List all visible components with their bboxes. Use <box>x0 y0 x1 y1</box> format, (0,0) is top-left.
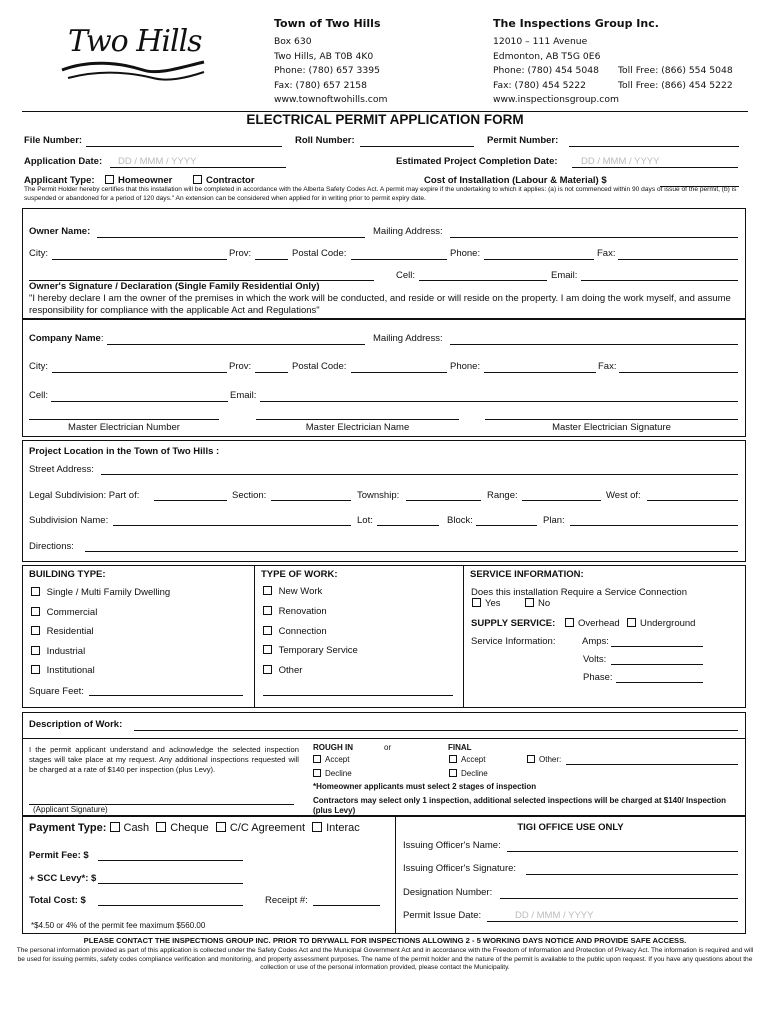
owner-prov-field[interactable] <box>255 259 288 260</box>
phase-label: Phase: <box>583 672 613 683</box>
cash-checkbox[interactable] <box>110 822 120 832</box>
description-field[interactable] <box>134 730 738 731</box>
building-option-commercial[interactable] <box>31 607 97 619</box>
designation-label: Designation Number: <box>403 887 493 898</box>
cc-agreement-checkbox[interactable] <box>216 822 226 832</box>
town-name: Town of Two Hills <box>274 17 381 30</box>
square-feet-field[interactable] <box>89 695 243 696</box>
rough-accept-label: Accept <box>325 755 350 764</box>
company-phone-field[interactable] <box>484 372 596 373</box>
underground-label: Underground <box>640 618 696 629</box>
final-accept-label: Accept <box>461 755 486 764</box>
owner-fax-label: Fax: <box>597 248 616 259</box>
owner-mailing-field[interactable] <box>450 237 738 238</box>
institutional-label: Institutional <box>46 665 95 676</box>
owner-cell-field[interactable] <box>419 280 547 281</box>
est-completion-field[interactable]: DD / MMM / YYYY <box>581 156 660 167</box>
service-no-checkbox[interactable] <box>525 598 534 607</box>
overhead-option[interactable] <box>565 618 620 630</box>
range-label: Range: <box>487 490 518 501</box>
other-work-field[interactable] <box>263 695 453 696</box>
township-label: Township: <box>357 490 400 501</box>
cheque-label: Cheque <box>170 822 209 834</box>
new-work-checkbox[interactable] <box>263 586 272 595</box>
service-title: SERVICE INFORMATION: <box>470 569 584 580</box>
service-no-option[interactable] <box>525 598 550 610</box>
town-fax: Fax: (780) 657 2158 <box>274 79 367 91</box>
other-inspection-checkbox[interactable] <box>527 755 535 763</box>
owner-name-label: Owner Name: <box>29 226 91 237</box>
company-name-text: Company Name <box>29 333 101 344</box>
inspections-name: The Inspections Group Inc. <box>493 17 659 30</box>
service-yes-checkbox[interactable] <box>472 598 481 607</box>
acknowledge-text: I the permit applicant understand and acknowledge the selected inspection stages will take place at my request. Any additional inspections requested will be charged at a rate of $140 per inspection (plus Levy). <box>29 745 299 774</box>
rough-decline-option[interactable] <box>313 769 352 779</box>
town-website[interactable]: www.townoftwohills.com <box>274 94 388 105</box>
plan-label: Plan: <box>543 515 565 526</box>
owner-name-field[interactable] <box>97 237 365 238</box>
lot-field[interactable] <box>377 525 439 526</box>
industrial-checkbox[interactable] <box>31 646 40 655</box>
payment-type-row <box>29 822 360 835</box>
work-option-other[interactable] <box>263 665 302 677</box>
company-cell-label: Cell: <box>29 390 49 401</box>
amps-label: Amps: <box>582 636 609 647</box>
issuing-name-field[interactable] <box>507 851 738 852</box>
master-signature-field[interactable] <box>485 419 738 420</box>
west-of-label: West of: <box>606 490 641 501</box>
other-inspection-field[interactable] <box>566 764 738 765</box>
master-number-field[interactable] <box>29 419 219 420</box>
est-completion-label: Estimated Project Completion Date: <box>396 156 558 167</box>
interac-label: Interac <box>326 822 360 834</box>
contractor-note: Contractors may select only 1 inspection, additional selected inspections will be charged at $140/ Inspection (plus Levy) <box>313 796 727 815</box>
interac-checkbox[interactable] <box>312 822 322 832</box>
building-option-single[interactable] <box>31 587 170 599</box>
service-no-label: No <box>538 598 551 609</box>
total-cost-field[interactable] <box>98 905 243 906</box>
directions-field[interactable] <box>85 551 738 552</box>
single-family-label: Single / Multi Family Dwelling <box>46 587 171 598</box>
footer-contact: PLEASE CONTACT THE INSPECTIONS GROUP INC. PRIOR TO DRYWALL FOR INSPECTIONS ALLOWING 2 - 5 WORKING DAYS NOTICE AND PROVIDE SAFE ACCESS. <box>83 936 687 945</box>
part-of-field[interactable] <box>154 500 227 501</box>
final-decline-label: Decline <box>461 769 488 778</box>
town-phone: Phone: (780) 657 3395 <box>274 65 380 76</box>
volts-field[interactable] <box>611 664 703 665</box>
roll-number-field[interactable] <box>360 146 474 147</box>
type-of-work-title: TYPE OF WORK: <box>261 569 338 580</box>
supply-service-label: SUPPLY SERVICE: <box>471 618 556 629</box>
final-decline-checkbox[interactable] <box>449 769 457 777</box>
company-prov-label: Prov: <box>229 361 252 372</box>
subdivision-label: Subdivision Name: <box>29 515 109 526</box>
homeowner-label: Homeowner <box>118 175 173 186</box>
designation-field[interactable] <box>500 898 738 899</box>
residential-checkbox[interactable] <box>31 626 40 635</box>
master-name-label: Master Electrician Name <box>305 422 410 433</box>
logo-hills-icon <box>58 56 208 86</box>
logo-text: Two Hills <box>68 24 202 59</box>
inspections-address-1: 12010 – 111 Avenue <box>493 36 588 47</box>
receipt-label: Receipt #: <box>265 895 308 906</box>
issuing-signature-label: Issuing Officer's Signature: <box>403 863 517 874</box>
receipt-field[interactable] <box>313 905 380 906</box>
square-feet-label: Square Feet: <box>29 686 84 697</box>
master-number-label: Master Electrician Number <box>68 422 180 433</box>
owner-declaration: "I hereby declare I am the owner of the premises in which the work will be conducted, and reside or will reside on the property. I am doing the work myself, and assume responsibility for compliance with the applicable Act and Regulations" <box>29 293 731 316</box>
cc-agreement-label: C/C Agreement <box>229 822 306 834</box>
company-postal-label: Postal Code: <box>292 361 347 372</box>
issue-date-label: Permit Issue Date: <box>403 910 482 921</box>
office-title: TIGI OFFICE USE ONLY <box>517 822 624 833</box>
phase-field[interactable] <box>616 682 703 683</box>
application-date-label: Application Date: <box>24 156 103 167</box>
permit-number-label: Permit Number: <box>487 135 559 146</box>
connection-label: Connection <box>278 626 327 637</box>
tollfree-phone: Toll Free: (866) 554 5048 <box>618 65 733 76</box>
permit-notice: The Permit Holder hereby certifies that this installation will be completed in accordance with the Alberta Safety Codes Act. A permit may expire if the undertaking to which it applies: (a) is not commenced within 90 days of issue of the permit, (b) is suspended or abandoned for a period of 120 days." An extension can be considered when applied for in writing prior to permit expiry date. <box>24 186 737 202</box>
town-address-2: Two Hills, AB T0B 4K0 <box>274 50 374 62</box>
company-name-label: Company Name: <box>29 333 104 344</box>
service-question: Does this installation Require a Service Connection <box>471 587 687 598</box>
work-option-connection[interactable] <box>263 626 327 638</box>
permit-fee-field[interactable] <box>98 860 243 861</box>
tollfree-fax: Toll Free: (866) 454 5222 <box>618 79 733 91</box>
service-info-label: Service Information: <box>471 636 556 647</box>
owner-phone-label: Phone: <box>450 248 481 259</box>
west-of-field[interactable] <box>647 500 738 501</box>
inspections-phone: Phone: (780) 454 5048 <box>493 65 599 76</box>
cash-label: Cash <box>123 822 150 834</box>
company-mailing-label: Mailing Address: <box>373 333 443 344</box>
other-work-label: Other <box>278 665 303 676</box>
new-work-label: New Work <box>278 586 323 597</box>
company-postal-field[interactable] <box>351 372 447 373</box>
scc-levy-label: + SCC Levy*: $ <box>29 873 97 884</box>
owner-signature-title: Owner's Signature / Declaration (Single Family Residential Only) <box>29 281 320 292</box>
company-fax-field[interactable] <box>619 372 738 373</box>
work-option-renovation[interactable] <box>263 606 327 618</box>
issue-date-field[interactable]: DD / MMM / YYYY <box>515 910 594 921</box>
building-type-title: BUILDING TYPE: <box>29 569 106 580</box>
section-label: Section: <box>232 490 267 501</box>
issuing-signature-field[interactable] <box>526 874 738 875</box>
subdivision-field[interactable] <box>113 525 351 526</box>
owner-prov-label: Prov: <box>229 248 252 259</box>
company-mailing-field[interactable] <box>450 344 738 345</box>
description-divider <box>22 738 746 739</box>
service-yes-label: Yes <box>485 598 501 609</box>
owner-cell-label: Cell: <box>396 270 416 281</box>
final-accept-checkbox[interactable] <box>449 755 457 763</box>
file-number-field[interactable] <box>86 146 282 147</box>
rough-decline-label: Decline <box>325 769 352 778</box>
application-date-line <box>110 167 286 168</box>
issuing-name-label: Issuing Officer's Name: <box>403 840 501 851</box>
owner-city-field[interactable] <box>52 259 227 260</box>
contractor-label: Contractor <box>206 175 255 186</box>
applicant-type-label: Applicant Type: <box>24 175 95 186</box>
street-field[interactable] <box>101 474 738 475</box>
institutional-checkbox[interactable] <box>31 665 40 674</box>
section-field[interactable] <box>271 500 351 501</box>
temporary-service-checkbox[interactable] <box>263 645 272 654</box>
township-field[interactable] <box>406 500 481 501</box>
file-number-label: File Number: <box>24 135 83 146</box>
lot-label: Lot: <box>357 515 373 526</box>
building-option-industrial[interactable] <box>31 646 85 658</box>
owner-email-label: Email: <box>551 270 578 281</box>
est-completion-line <box>572 167 738 168</box>
rough-accept-option[interactable] <box>313 755 349 765</box>
master-name-field[interactable] <box>256 419 459 420</box>
renovation-checkbox[interactable] <box>263 606 272 615</box>
issue-date-line <box>487 921 738 922</box>
overhead-label: Overhead <box>578 618 620 629</box>
block-label: Block: <box>447 515 473 526</box>
contractor-checkbox[interactable] <box>193 175 202 184</box>
homeowner-checkbox[interactable] <box>105 175 114 184</box>
footer-privacy: The personal information provided as part of this application is collected under the Safety Codes Act and the Municipal Government Act and in accordance with the Freedom of Information and Protection of Privacy Act. The information is required and will be used for issuing permits, safety codes compliance verification and monitoring, and property assessment purposes. The name of the permit holder and the nature of the permit is available to the public upon request. If you have any questions about the collection or use of the personal information provided, please contact the Municipality. <box>16 947 754 971</box>
volts-label: Volts: <box>583 654 607 665</box>
or-label: or <box>384 743 392 752</box>
final-label: FINAL <box>448 743 472 752</box>
owner-mailing-label: Mailing Address: <box>373 226 443 237</box>
owner-phone-field[interactable] <box>484 259 594 260</box>
town-address-1: Box 630 <box>274 36 312 47</box>
commercial-checkbox[interactable] <box>31 607 40 616</box>
application-date-field[interactable]: DD / MMM / YYYY <box>118 156 197 167</box>
overhead-checkbox[interactable] <box>565 618 574 627</box>
company-city-label: City: <box>29 361 48 372</box>
other-inspection-label: Other: <box>539 755 562 764</box>
company-phone-label: Phone: <box>450 361 481 372</box>
single-family-checkbox[interactable] <box>31 587 40 596</box>
applicant-signature-label: (Applicant Signature) <box>33 805 108 814</box>
inspections-fax: Fax: (780) 454 5222 <box>493 79 586 91</box>
connection-checkbox[interactable] <box>263 626 272 635</box>
description-label: Description of Work: <box>29 719 123 730</box>
inspections-address-2: Edmonton, AB T5G 0E6 <box>493 50 601 62</box>
form-title: ELECTRICAL PERMIT APPLICATION FORM <box>246 112 524 127</box>
block-field[interactable] <box>476 525 537 526</box>
temporary-service-label: Temporary Service <box>278 645 358 656</box>
underground-checkbox[interactable] <box>627 618 636 627</box>
permit-number-field[interactable] <box>569 146 739 147</box>
service-yes-option[interactable] <box>472 598 501 610</box>
inspections-website[interactable]: www.inspectionsgroup.com <box>493 94 619 105</box>
final-accept-option[interactable] <box>449 755 485 765</box>
cost-label: Cost of Installation (Labour & Material) $ <box>424 175 607 186</box>
building-option-institutional[interactable] <box>31 665 95 677</box>
town-logo <box>58 20 208 82</box>
company-city-field[interactable] <box>52 372 227 373</box>
total-cost-label: Total Cost: $ <box>29 895 86 906</box>
street-label: Street Address: <box>29 464 94 475</box>
roll-number-label: Roll Number: <box>295 135 355 146</box>
owner-postal-field[interactable] <box>351 259 447 260</box>
project-location-title: Project Location in the Town of Two Hills : <box>29 446 220 457</box>
range-field[interactable] <box>522 500 601 501</box>
company-fax-label: Fax: <box>598 361 617 372</box>
cheque-checkbox[interactable] <box>156 822 166 832</box>
amps-field[interactable] <box>611 646 703 647</box>
rough-in-label: ROUGH IN <box>313 743 353 752</box>
company-cell-field[interactable] <box>51 401 228 402</box>
company-email-label: Email: <box>230 390 257 401</box>
work-option-new[interactable] <box>263 586 322 598</box>
renovation-label: Renovation <box>278 606 327 617</box>
rough-accept-checkbox[interactable] <box>313 755 321 763</box>
rough-decline-checkbox[interactable] <box>313 769 321 777</box>
owner-fax-field[interactable] <box>618 259 738 260</box>
final-decline-option[interactable] <box>449 769 488 779</box>
master-signature-label: Master Electrician Signature <box>552 422 671 433</box>
residential-label: Residential <box>46 626 94 637</box>
owner-city-label: City: <box>29 248 48 259</box>
commercial-label: Commercial <box>46 607 98 618</box>
payment-type-label: Payment Type: <box>29 822 107 834</box>
underground-option[interactable] <box>627 618 695 630</box>
other-inspection-option[interactable] <box>527 755 561 765</box>
building-option-residential[interactable] <box>31 626 94 638</box>
owner-email-field[interactable] <box>581 280 738 281</box>
directions-label: Directions: <box>29 541 74 552</box>
company-name-field[interactable] <box>107 344 365 345</box>
levy-note: *$4.50 or 4% of the permit fee maximum $560.00 <box>31 921 206 930</box>
industrial-label: Industrial <box>46 646 86 657</box>
company-prov-field[interactable] <box>255 372 288 373</box>
homeowner-note: *Homeowner applicants must select 2 stages of inspection <box>313 782 537 791</box>
company-email-field[interactable] <box>260 401 738 402</box>
work-option-temporary[interactable] <box>263 645 358 657</box>
owner-postal-label: Postal Code: <box>292 248 347 259</box>
permit-fee-label: Permit Fee: $ <box>29 850 89 861</box>
other-work-checkbox[interactable] <box>263 665 272 674</box>
plan-field[interactable] <box>570 525 738 526</box>
legal-label: Legal Subdivision: Part of: <box>29 490 140 501</box>
scc-levy-field[interactable] <box>98 883 243 884</box>
